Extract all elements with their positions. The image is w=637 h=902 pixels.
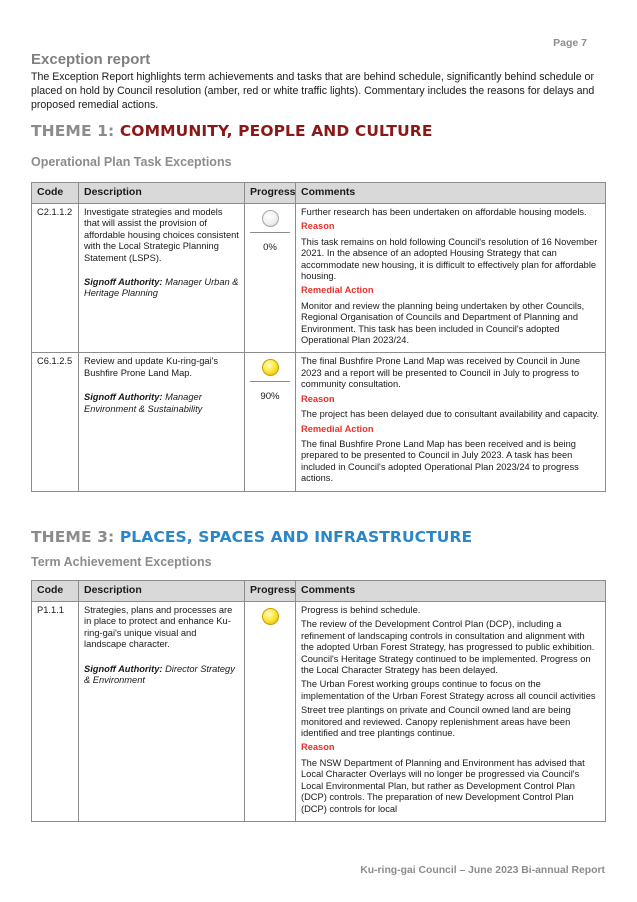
comment-text: The final Bushfire Prone Land Map was received by Council in June 2023 and a report will be presented to Council in July to progress to community consultation. [301,356,581,390]
row-code: P1.1.1 [32,602,79,822]
theme-3-heading [31,528,472,546]
row-code: C6.1.2.5 [32,353,79,491]
reason-text: This task remains on hold following Council's resolution of 16 November 2021. In the absence of an adopted Housing Strategy that can accommodate new housing, it is difficult to effectively plan for affordable housing. [301,236,598,282]
table-row [32,204,606,353]
signoff [84,664,239,687]
description-text: Review and update Ku-ring-gai's Bushfire Prone Land Map. [84,356,219,378]
intro-paragraph: The Exception Report highlights term achievements and tasks that are behind schedule, significantly behind schedule or placed on hold by Council resolution (amber, red or white traffic lights). Commentary includes the reasons for delays and proposed remedial actions. [31,71,595,112]
signoff-value: Manager Environment & Sustainability [84,392,203,414]
remedial-text: Monitor and review the planning being undertaken by other Councils, Regional Organisation of Councils and Department of Planning and Environment. This task has been included in Council's adopted Operational Plan 2023/24. [301,300,585,346]
reason-label: Reason [301,221,335,232]
row-progress [245,204,296,353]
row-progress [245,353,296,491]
theme-3-subheading: Term Achievement Exceptions [31,555,212,569]
task-exceptions-table [31,182,606,492]
row-code: C2.1.1.2 [32,204,79,353]
description-text: Strategies, plans and processes are in place to protect and enhance Ku-ring-gai's unique visual and landscape character. [84,605,233,650]
row-comments [296,602,606,822]
theme-3-prefix: THEME 3: [31,528,115,546]
progress-value: 0% [250,232,290,253]
theme-1-prefix: THEME 1: [31,122,115,140]
section-title: Exception report [31,51,151,68]
table-row [32,353,606,491]
progress-value: 90% [250,381,290,402]
row-comments [296,204,606,353]
header-code: Code [32,183,79,204]
signoff [84,277,239,300]
footer: Ku-ring-gai Council – June 2023 Bi-annual Report [360,865,605,876]
row-description [79,353,245,491]
amber-traffic-light-icon [262,608,279,625]
page-number: Page 7 [553,37,587,49]
row-description [79,602,245,822]
header-description: Description [79,581,245,602]
row-description [79,204,245,353]
comment-text: Street tree plantings on private and Council owned land are being monitored and reviewed. Canopy replenishment areas have been identified and tree plantings continue. [301,705,571,739]
comment-text: The review of the Development Control Plan (DCP), including a refinement of landscaping controls in consultation and alignment with the adopted Urban Forest Strategy, has progressed to public exhibition. Council's Heritage Strategy continued to be implemented. Progress on the Local Character Strategy has been delayed. [301,619,595,676]
theme-1-subheading: Operational Plan Task Exceptions [31,155,232,169]
header-code: Code [32,581,79,602]
remedial-text: The final Bushfire Prone Land Map has been received and is being prepared to be presented to Council in July 2023. A task has been included in Council's adopted Operational Plan 2023/24 to progress actions. [301,438,579,484]
term-exceptions-table [31,580,606,822]
comment-text: Progress is behind schedule. [301,605,421,615]
table-header-row [32,183,606,204]
header-comments: Comments [296,581,606,602]
header-comments: Comments [296,183,606,204]
amber-traffic-light-icon [262,359,279,376]
theme-1-title: COMMUNITY, PEOPLE AND CULTURE [119,122,433,140]
row-comments [296,353,606,491]
reason-text: The NSW Department of Planning and Environment has advised that Local Character Overlays will no longer be progressed via Council's Local Environmental Plan, but rather as Development Control Plan (DCP) controls. The preparation of new Development Control Plan (DCP) controls for local [301,757,585,814]
table-row [32,602,606,822]
table-header-row [32,581,606,602]
signoff-label: Signoff Authority: [84,392,163,403]
row-progress [245,602,296,822]
reason-label: Reason [301,742,335,753]
white-traffic-light-icon [262,210,279,227]
reason-text: The project has been delayed due to consultant availability and capacity. [301,409,600,420]
signoff-label: Signoff Authority: [84,277,163,288]
reason-label: Reason [301,393,335,404]
signoff [84,392,239,415]
header-progress: Progress [245,581,296,602]
remedial-label: Remedial Action [301,423,374,434]
signoff-label: Signoff Authority: [84,663,163,674]
signoff-value: Manager Urban & Heritage Planning [84,277,239,299]
signoff-value: Director Strategy & Environment [84,663,235,686]
description-text: Investigate strategies and models that will assist the provision of affordable housing choices consistent with the Local Strategic Planning Statement (LSPS). [84,207,239,263]
comment-text: The Urban Forest working groups continue to focus on the implementation of the Urban Forest Strategy across all council activities [301,679,596,701]
header-description: Description [79,183,245,204]
header-progress: Progress [245,183,296,204]
theme-3-title: PLACES, SPACES AND INFRASTRUCTURE [119,528,473,546]
theme-1-heading [31,122,433,140]
comment-text: Further research has been undertaken on affordable housing models. [301,207,587,217]
remedial-label: Remedial Action [301,285,374,296]
